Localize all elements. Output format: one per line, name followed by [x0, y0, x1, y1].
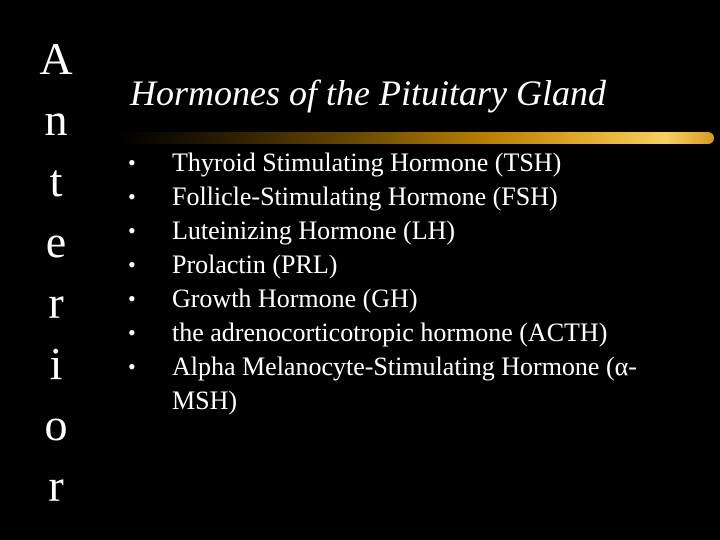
bullet-marker: •	[128, 286, 136, 311]
bullet-text: Prolactin (PRL)	[172, 250, 338, 279]
bullet-list	[128, 146, 688, 418]
bullet-marker: •	[128, 320, 136, 345]
bullet-item	[128, 282, 688, 316]
bullet-marker: •	[128, 218, 136, 243]
vertical-title-letter: o	[44, 399, 68, 450]
vertical-title-letter: r	[48, 460, 64, 511]
vertical-title-letter: r	[48, 277, 64, 328]
bullet-marker: •	[128, 184, 136, 209]
bullet-text: Growth Hormone (GH)	[172, 284, 418, 313]
bullet-text: Thyroid Stimulating Hormone (TSH)	[172, 148, 562, 177]
bullet-item	[128, 146, 688, 180]
bullet-item	[128, 316, 688, 350]
bullet-item	[128, 214, 688, 248]
bullet-text: Alpha Melanocyte-Stimulating Hormone (α-MSH)	[172, 352, 637, 415]
slide-heading: Hormones of the Pituitary Gland	[130, 73, 606, 113]
heading-divider	[120, 132, 714, 144]
bullet-text: Luteinizing Hormone (LH)	[172, 216, 456, 245]
bullet-item	[128, 350, 688, 418]
bullet-marker: •	[128, 252, 136, 277]
vertical-title-letter: e	[45, 216, 67, 267]
vertical-title-letter: n	[44, 94, 68, 145]
vertical-title-letter: t	[49, 155, 63, 206]
vertical-title-letter: i	[49, 338, 63, 389]
bullet-text: the adrenocorticotropic hormone (ACTH)	[172, 318, 608, 347]
bullet-marker: •	[128, 354, 136, 379]
bullet-marker: •	[128, 150, 136, 175]
bullet-text: Follicle-Stimulating Hormone (FSH)	[172, 182, 558, 211]
bullet-item	[128, 248, 688, 282]
vertical-title-letter: A	[39, 33, 73, 84]
vertical-title	[30, 28, 82, 516]
bullet-item	[128, 180, 688, 214]
